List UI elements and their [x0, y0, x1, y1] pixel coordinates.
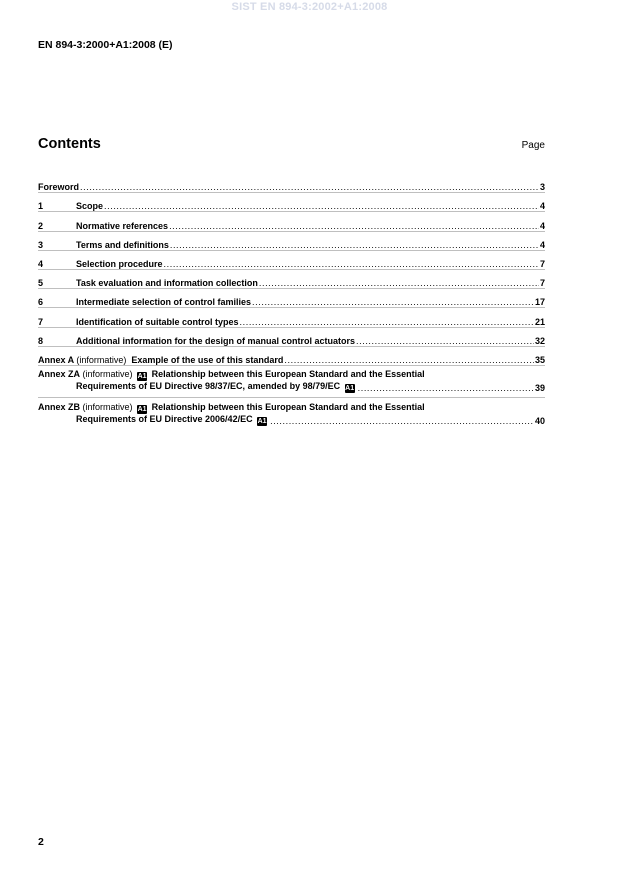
- leader-dots: [170, 240, 539, 250]
- toc-entry-title: Normative references: [76, 220, 169, 231]
- toc-entry-section-4[interactable]: [38, 250, 545, 269]
- toc-entry-foreword[interactable]: [38, 174, 545, 192]
- annex-title-line: [38, 414, 545, 426]
- annex-title-line2: Requirements of EU Directive 2006/42/EC A1: [76, 413, 267, 425]
- section-number: 8: [38, 335, 44, 346]
- amendment-start-marker-icon: A1: [137, 405, 147, 413]
- leader-dots: [259, 278, 539, 288]
- annex-label: Annex A: [38, 354, 74, 365]
- toc-entry-page: 21: [534, 316, 545, 327]
- toc-entry-title: Task evaluation and information collection: [76, 278, 258, 289]
- section-number: 4: [38, 258, 44, 269]
- toc-entry-title: [38, 355, 283, 365]
- annex-type: (informative): [82, 401, 133, 412]
- leader-dots: [80, 182, 539, 192]
- toc-entry-section-6[interactable]: [38, 288, 545, 307]
- toc-entry-title: Intermediate selection of control families: [76, 297, 252, 308]
- annex-title-line: [38, 381, 545, 393]
- toc-entry-page: 17: [534, 297, 545, 308]
- watermark: SIST EN 894-3:2002+A1:2008: [231, 1, 388, 13]
- annex-label: Annex ZB: [38, 401, 81, 412]
- leader-dots: [358, 383, 534, 393]
- section-number: 3: [38, 239, 44, 250]
- toc-entry-page: 4: [539, 220, 545, 231]
- section-number: 7: [38, 316, 44, 327]
- toc-entry-annex-zb[interactable]: [38, 397, 545, 426]
- toc-entry-page: 3: [539, 182, 545, 193]
- leader-dots: [252, 297, 534, 307]
- toc-entry-page: 35: [534, 354, 545, 365]
- leader-dots: [169, 221, 539, 231]
- toc-entry-section-7[interactable]: [38, 307, 545, 326]
- section-number: 5: [38, 278, 44, 289]
- amendment-end-marker-icon: A1: [257, 417, 267, 425]
- annex-title: Example of the use of this standard: [131, 354, 284, 365]
- toc-entry-title: Foreword: [38, 182, 80, 193]
- annex-label: Annex ZA: [38, 368, 81, 379]
- section-number: 1: [38, 201, 44, 212]
- annex-type: (informative): [82, 368, 133, 379]
- page-column-label: Page: [521, 140, 545, 151]
- toc-entry-title: Selection procedure: [76, 258, 163, 269]
- toc-entry-page: 40: [534, 415, 545, 426]
- document-identifier: EN 894-3:2000+A1:2008 (E): [38, 39, 173, 51]
- annex-title-line: [38, 369, 545, 381]
- toc-entry-section-1[interactable]: [38, 192, 545, 211]
- leader-dots: [284, 355, 534, 365]
- toc-entry-page: 39: [534, 382, 545, 393]
- toc-entry-annex-za[interactable]: [38, 365, 545, 393]
- toc-entry-title: Additional information for the design of manual control actuators: [76, 335, 356, 346]
- toc-entry-title: Identification of suitable control types: [76, 316, 239, 327]
- leader-dots: [164, 259, 539, 269]
- toc-entry-page: 32: [534, 335, 545, 346]
- leader-dots: [356, 336, 534, 346]
- annex-type: (informative): [76, 354, 127, 365]
- amendment-end-marker-icon: A1: [345, 384, 355, 392]
- toc-entry-annex-a[interactable]: [38, 346, 545, 365]
- contents-heading: Contents: [38, 136, 101, 152]
- leader-dots: [270, 416, 534, 426]
- page-number: 2: [38, 836, 44, 848]
- amendment-start-marker-icon: A1: [137, 372, 147, 380]
- toc-entry-page: 4: [539, 239, 545, 250]
- toc-entry-section-8[interactable]: [38, 327, 545, 346]
- toc-entry-title: Scope: [76, 201, 104, 212]
- toc-entry-page: 7: [539, 258, 545, 269]
- table-of-contents: [38, 174, 545, 426]
- section-number: 6: [38, 297, 44, 308]
- toc-entry-section-5[interactable]: [38, 269, 545, 288]
- toc-entry-page: 7: [539, 278, 545, 289]
- annex-title-line: [38, 402, 545, 414]
- annex-title-line1: Relationship between this European Standard and the Essential: [151, 368, 425, 379]
- leader-dots: [240, 317, 534, 327]
- annex-title-line1: Relationship between this European Standard and the Essential: [151, 401, 425, 412]
- toc-entry-page: 4: [539, 201, 545, 212]
- toc-entry-section-3[interactable]: [38, 231, 545, 250]
- annex-title-line2: Requirements of EU Directive 98/37/EC, amended by 98/79/EC A1: [76, 380, 355, 392]
- leader-dots: [104, 201, 539, 211]
- section-number: 2: [38, 220, 44, 231]
- toc-entry-section-2[interactable]: [38, 211, 545, 230]
- toc-entry-title: Terms and definitions: [76, 239, 169, 250]
